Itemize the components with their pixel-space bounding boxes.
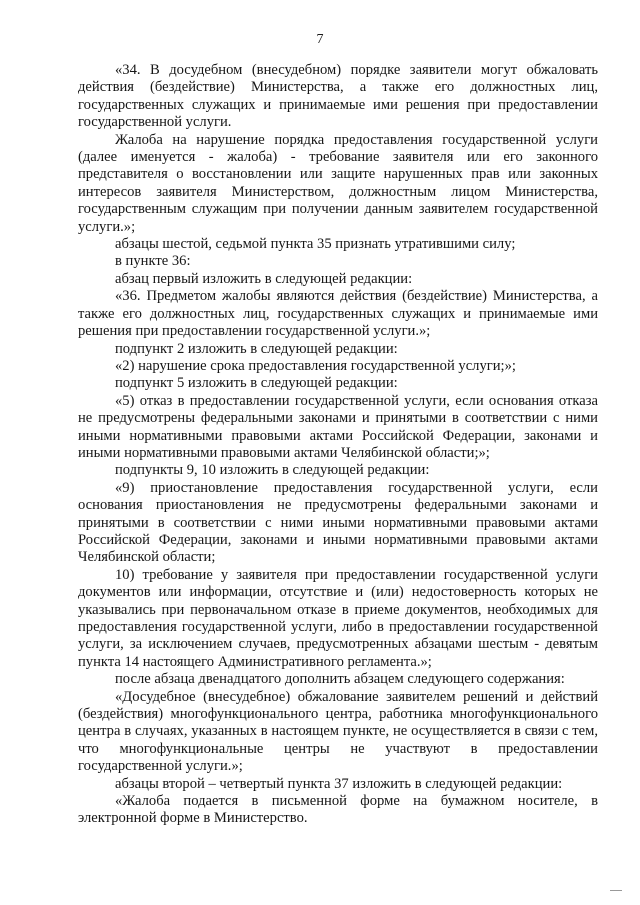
paragraph: «9) приостановление предоставления государственной услуги, если основания приостановления не предусмотрены федеральными законами и принятыми в соответствии с ними иными нормативными правовыми актами Российской Федерации, законами и иными нормативными правовыми актами Челябинской области; [78, 479, 598, 566]
paragraph: подпункт 2 изложить в следующей редакции: [115, 340, 398, 357]
paragraph: абзац первый изложить в следующей редакции: [115, 270, 413, 287]
paragraph: «2) нарушение срока предоставления государственной услуги;»; [115, 357, 516, 374]
paragraph: Жалоба на нарушение порядка предоставления государственной услуги (далее именуется - жалоба) - требование заявителя или его законного представителя о восстановлении или защите нарушенных прав или законных интересов заявителя Министерством, должностным лицом Министерства, государственным служащим при получении данным заявителем государственной услуги.»; [78, 131, 598, 235]
paragraph: подпункты 9, 10 изложить в следующей редакции: [115, 462, 430, 479]
paragraph: абзацы шестой, седьмой пункта 35 признать утратившими силу; [115, 236, 516, 253]
scan-artifact [610, 890, 622, 891]
paragraph: в пункте 36: [115, 253, 191, 270]
document-body [78, 62, 598, 828]
paragraph: абзацы второй – четвертый пункта 37 изложить в следующей редакции: [115, 775, 563, 792]
paragraph: подпункт 5 изложить в следующей редакции: [115, 375, 398, 392]
paragraph: «36. Предметом жалобы являются действия (бездействие) Министерства, а также его должностных лиц, государственных служащих и принимаемые ими решения при предоставлении государственной услуги.»; [78, 288, 598, 340]
paragraph: 10) требование у заявителя при предоставлении государственной услуги документов или информации, отсутствие и (или) недостоверность которых не указывались при первоначальном отказе в приеме документов, необходимых для предоставления государственной услуги, либо в предоставлении государственной услуги, за исключением случаев, предусмотренных абзацами шестым - девятым пункта 14 настоящего Административного регламента.»; [78, 566, 598, 670]
paragraph: «34. В досудебном (внесудебном) порядке заявители могут обжаловать действия (бездействие) Министерства, а также его должностных лиц, государственных служащих и принимаемые ими решения при предоставлении государственной услуги. [78, 62, 598, 131]
paragraph: «Досудебное (внесудебное) обжалование заявителем решений и действий (бездействия) многофункционального центра, работника многофункционального центра в случаях, указанных в настоящем пункте, не осуществляется в связи с тем, что многофункциональные центры не участвуют в предоставлении государственной услуги.»; [78, 688, 598, 775]
paragraph: после абзаца двенадцатого дополнить абзацем следующего содержания: [115, 671, 565, 688]
page-number: 7 [316, 32, 324, 47]
paragraph: «Жалоба подается в письменной форме на бумажном носителе, в электронной форме в Министерство. [78, 793, 598, 827]
paragraph: «5) отказ в предоставлении государственной услуги, если основания отказа не предусмотрены федеральными законами и принятыми в соответствии с ними иными нормативными правовыми актами Российской Федерации, законами и иными нормативными правовыми актами Челябинской области;»; [78, 392, 598, 461]
